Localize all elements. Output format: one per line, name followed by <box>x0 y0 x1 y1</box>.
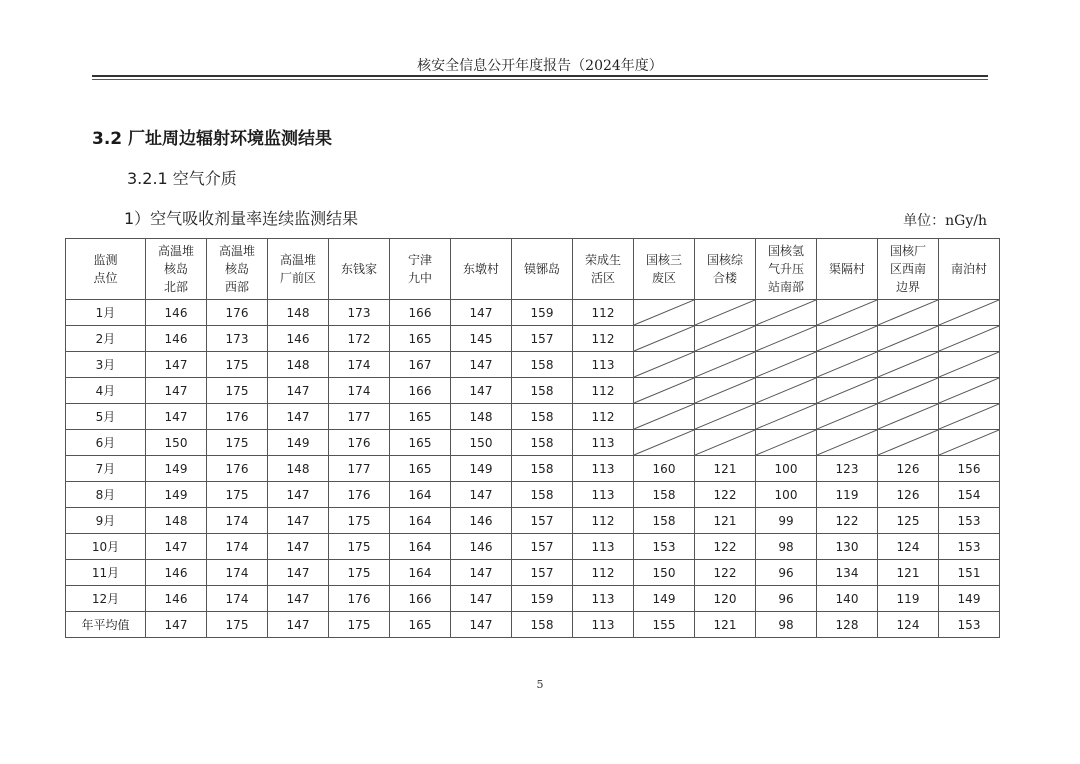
value-cell: 156 <box>939 456 1000 482</box>
slash-mark <box>695 300 755 325</box>
empty-slash-cell <box>817 404 878 430</box>
column-header: 高温堆 核岛 西部 <box>207 239 268 300</box>
value-cell: 149 <box>451 456 512 482</box>
empty-slash-cell <box>939 300 1000 326</box>
empty-slash-cell <box>878 404 939 430</box>
value-cell: 122 <box>695 534 756 560</box>
empty-slash-cell <box>756 352 817 378</box>
value-cell: 147 <box>268 508 329 534</box>
table-row <box>66 482 1000 508</box>
empty-slash-cell <box>817 352 878 378</box>
value-cell: 146 <box>146 300 207 326</box>
row-label-cell: 12月 <box>66 586 146 612</box>
table-row <box>66 404 1000 430</box>
value-cell: 165 <box>390 612 451 638</box>
slash-mark <box>756 352 816 377</box>
value-cell: 157 <box>512 326 573 352</box>
value-cell: 175 <box>329 612 390 638</box>
slash-mark <box>695 430 755 455</box>
value-cell: 122 <box>695 560 756 586</box>
column-header: 国核氢 气升压 站南部 <box>756 239 817 300</box>
slash-mark <box>878 326 938 351</box>
column-header: 东钱家 <box>329 239 390 300</box>
column-header: 镆铘岛 <box>512 239 573 300</box>
slash-mark <box>878 352 938 377</box>
slash-mark <box>695 404 755 429</box>
subsection-heading: 3.2.1 空气介质 <box>127 169 237 188</box>
value-cell: 147 <box>146 352 207 378</box>
value-cell: 147 <box>451 560 512 586</box>
column-header: 渠隔村 <box>817 239 878 300</box>
value-cell: 158 <box>512 430 573 456</box>
value-cell: 113 <box>573 586 634 612</box>
table-row <box>66 352 1000 378</box>
empty-slash-cell <box>634 378 695 404</box>
value-cell: 146 <box>451 508 512 534</box>
empty-slash-cell <box>695 326 756 352</box>
value-cell: 121 <box>695 456 756 482</box>
row-label-cell: 年平均值 <box>66 612 146 638</box>
value-cell: 146 <box>146 560 207 586</box>
value-cell: 157 <box>512 560 573 586</box>
page-header-title: 核安全信息公开年度报告（2024年度） <box>417 58 663 74</box>
empty-slash-cell <box>939 430 1000 456</box>
slash-mark <box>939 430 999 455</box>
row-label-cell: 11月 <box>66 560 146 586</box>
value-cell: 157 <box>512 508 573 534</box>
value-cell: 153 <box>939 508 1000 534</box>
value-cell: 99 <box>756 508 817 534</box>
value-cell: 174 <box>207 534 268 560</box>
value-cell: 164 <box>390 482 451 508</box>
value-cell: 113 <box>573 534 634 560</box>
column-header: 监测 点位 <box>66 239 146 300</box>
value-cell: 125 <box>878 508 939 534</box>
value-cell: 149 <box>634 586 695 612</box>
empty-slash-cell <box>695 404 756 430</box>
table-caption: 1）空气吸收剂量率连续监测结果 <box>124 209 359 228</box>
row-label-cell: 7月 <box>66 456 146 482</box>
slash-mark <box>817 326 877 351</box>
value-cell: 119 <box>878 586 939 612</box>
value-cell: 175 <box>329 560 390 586</box>
slash-mark <box>939 326 999 351</box>
table-row <box>66 456 1000 482</box>
page-number: 5 <box>536 678 544 691</box>
table-header <box>66 239 1000 300</box>
value-cell: 175 <box>329 508 390 534</box>
empty-slash-cell <box>878 326 939 352</box>
value-cell: 165 <box>390 404 451 430</box>
value-cell: 150 <box>634 560 695 586</box>
slash-mark <box>695 378 755 403</box>
value-cell: 175 <box>207 352 268 378</box>
slash-mark <box>756 430 816 455</box>
table-row <box>66 326 1000 352</box>
value-cell: 112 <box>573 326 634 352</box>
slash-mark <box>695 326 755 351</box>
empty-slash-cell <box>695 300 756 326</box>
unit-label: 单位：nGy/h <box>903 213 987 229</box>
value-cell: 174 <box>329 378 390 404</box>
value-cell: 112 <box>573 300 634 326</box>
empty-slash-cell <box>939 378 1000 404</box>
slash-mark <box>756 300 816 325</box>
value-cell: 148 <box>268 456 329 482</box>
value-cell: 172 <box>329 326 390 352</box>
empty-slash-cell <box>634 300 695 326</box>
value-cell: 113 <box>573 352 634 378</box>
value-cell: 153 <box>634 534 695 560</box>
value-cell: 147 <box>268 612 329 638</box>
value-cell: 147 <box>268 482 329 508</box>
value-cell: 146 <box>146 326 207 352</box>
value-cell: 174 <box>329 352 390 378</box>
value-cell: 174 <box>207 508 268 534</box>
value-cell: 134 <box>817 560 878 586</box>
column-header: 南泊村 <box>939 239 1000 300</box>
value-cell: 121 <box>878 560 939 586</box>
column-header: 国核厂 区西南 边界 <box>878 239 939 300</box>
value-cell: 166 <box>390 300 451 326</box>
value-cell: 148 <box>451 404 512 430</box>
empty-slash-cell <box>756 404 817 430</box>
empty-slash-cell <box>695 378 756 404</box>
row-label-cell: 3月 <box>66 352 146 378</box>
value-cell: 175 <box>207 378 268 404</box>
section-heading: 3.2 厂址周边辐射环境监测结果 <box>92 129 333 149</box>
value-cell: 176 <box>329 430 390 456</box>
slash-mark <box>878 404 938 429</box>
value-cell: 146 <box>451 534 512 560</box>
value-cell: 123 <box>817 456 878 482</box>
empty-slash-cell <box>756 378 817 404</box>
value-cell: 147 <box>146 612 207 638</box>
value-cell: 155 <box>634 612 695 638</box>
slash-mark <box>817 378 877 403</box>
slash-mark <box>939 404 999 429</box>
value-cell: 158 <box>512 378 573 404</box>
slash-mark <box>634 404 694 429</box>
empty-slash-cell <box>817 378 878 404</box>
value-cell: 147 <box>268 378 329 404</box>
slash-mark <box>878 300 938 325</box>
empty-slash-cell <box>939 352 1000 378</box>
slash-mark <box>634 300 694 325</box>
value-cell: 173 <box>329 300 390 326</box>
value-cell: 159 <box>512 300 573 326</box>
value-cell: 112 <box>573 404 634 430</box>
value-cell: 124 <box>878 534 939 560</box>
value-cell: 126 <box>878 456 939 482</box>
value-cell: 176 <box>207 300 268 326</box>
value-cell: 150 <box>146 430 207 456</box>
value-cell: 149 <box>939 586 1000 612</box>
table-row <box>66 430 1000 456</box>
column-header: 东墩村 <box>451 239 512 300</box>
value-cell: 121 <box>695 612 756 638</box>
value-cell: 176 <box>329 586 390 612</box>
value-cell: 153 <box>939 612 1000 638</box>
value-cell: 175 <box>207 430 268 456</box>
empty-slash-cell <box>634 430 695 456</box>
column-header: 国核三 废区 <box>634 239 695 300</box>
row-label-cell: 6月 <box>66 430 146 456</box>
value-cell: 113 <box>573 482 634 508</box>
value-cell: 147 <box>451 586 512 612</box>
value-cell: 158 <box>512 352 573 378</box>
value-cell: 166 <box>390 586 451 612</box>
value-cell: 150 <box>451 430 512 456</box>
empty-slash-cell <box>756 300 817 326</box>
value-cell: 160 <box>634 456 695 482</box>
row-label-cell: 4月 <box>66 378 146 404</box>
empty-slash-cell <box>878 430 939 456</box>
empty-slash-cell <box>817 300 878 326</box>
value-cell: 146 <box>268 326 329 352</box>
value-cell: 167 <box>390 352 451 378</box>
value-cell: 177 <box>329 456 390 482</box>
column-header: 高温堆 核岛 北部 <box>146 239 207 300</box>
value-cell: 147 <box>451 300 512 326</box>
slash-mark <box>756 404 816 429</box>
value-cell: 177 <box>329 404 390 430</box>
empty-slash-cell <box>817 430 878 456</box>
table-row <box>66 378 1000 404</box>
empty-slash-cell <box>634 352 695 378</box>
column-header: 国核综 合楼 <box>695 239 756 300</box>
value-cell: 175 <box>207 612 268 638</box>
value-cell: 147 <box>146 378 207 404</box>
value-cell: 147 <box>451 482 512 508</box>
header-rule-thin <box>92 79 988 80</box>
value-cell: 176 <box>207 456 268 482</box>
value-cell: 120 <box>695 586 756 612</box>
slash-mark <box>817 404 877 429</box>
column-header: 高温堆 厂前区 <box>268 239 329 300</box>
slash-mark <box>695 352 755 377</box>
value-cell: 151 <box>939 560 1000 586</box>
value-cell: 164 <box>390 560 451 586</box>
value-cell: 149 <box>268 430 329 456</box>
column-header: 荣成生 活区 <box>573 239 634 300</box>
slash-mark <box>756 378 816 403</box>
value-cell: 165 <box>390 456 451 482</box>
value-cell: 158 <box>634 508 695 534</box>
empty-slash-cell <box>634 326 695 352</box>
value-cell: 148 <box>268 352 329 378</box>
row-label-cell: 8月 <box>66 482 146 508</box>
slash-mark <box>939 352 999 377</box>
value-cell: 158 <box>512 482 573 508</box>
empty-slash-cell <box>878 300 939 326</box>
slash-mark <box>634 326 694 351</box>
value-cell: 158 <box>512 612 573 638</box>
value-cell: 174 <box>207 560 268 586</box>
value-cell: 113 <box>573 430 634 456</box>
slash-mark <box>817 300 877 325</box>
value-cell: 149 <box>146 482 207 508</box>
value-cell: 158 <box>634 482 695 508</box>
value-cell: 113 <box>573 456 634 482</box>
column-header: 宁津 九中 <box>390 239 451 300</box>
value-cell: 126 <box>878 482 939 508</box>
value-cell: 173 <box>207 326 268 352</box>
empty-slash-cell <box>878 378 939 404</box>
empty-slash-cell <box>695 430 756 456</box>
value-cell: 148 <box>146 508 207 534</box>
row-label-cell: 5月 <box>66 404 146 430</box>
value-cell: 166 <box>390 378 451 404</box>
value-cell: 96 <box>756 586 817 612</box>
slash-mark <box>878 430 938 455</box>
table-row <box>66 508 1000 534</box>
slash-mark <box>939 378 999 403</box>
value-cell: 164 <box>390 534 451 560</box>
value-cell: 157 <box>512 534 573 560</box>
table-row <box>66 300 1000 326</box>
value-cell: 145 <box>451 326 512 352</box>
value-cell: 147 <box>451 378 512 404</box>
empty-slash-cell <box>939 326 1000 352</box>
value-cell: 112 <box>573 560 634 586</box>
value-cell: 165 <box>390 430 451 456</box>
table-row <box>66 586 1000 612</box>
slash-mark <box>634 352 694 377</box>
empty-slash-cell <box>756 430 817 456</box>
table-row <box>66 560 1000 586</box>
value-cell: 96 <box>756 560 817 586</box>
value-cell: 174 <box>207 586 268 612</box>
value-cell: 122 <box>817 508 878 534</box>
value-cell: 112 <box>573 508 634 534</box>
value-cell: 148 <box>268 300 329 326</box>
value-cell: 175 <box>207 482 268 508</box>
value-cell: 147 <box>146 534 207 560</box>
slash-mark <box>817 430 877 455</box>
value-cell: 130 <box>817 534 878 560</box>
value-cell: 124 <box>878 612 939 638</box>
value-cell: 175 <box>329 534 390 560</box>
value-cell: 128 <box>817 612 878 638</box>
value-cell: 149 <box>146 456 207 482</box>
header-row <box>66 239 1000 300</box>
value-cell: 98 <box>756 534 817 560</box>
value-cell: 100 <box>756 482 817 508</box>
value-cell: 147 <box>268 586 329 612</box>
value-cell: 159 <box>512 586 573 612</box>
slash-mark <box>634 378 694 403</box>
value-cell: 154 <box>939 482 1000 508</box>
table-body <box>66 300 1000 638</box>
value-cell: 147 <box>268 534 329 560</box>
slash-mark <box>817 352 877 377</box>
row-label-cell: 2月 <box>66 326 146 352</box>
value-cell: 147 <box>268 404 329 430</box>
empty-slash-cell <box>939 404 1000 430</box>
value-cell: 119 <box>817 482 878 508</box>
value-cell: 146 <box>146 586 207 612</box>
value-cell: 98 <box>756 612 817 638</box>
value-cell: 158 <box>512 404 573 430</box>
slash-mark <box>756 326 816 351</box>
value-cell: 158 <box>512 456 573 482</box>
empty-slash-cell <box>878 352 939 378</box>
value-cell: 121 <box>695 508 756 534</box>
value-cell: 100 <box>756 456 817 482</box>
air-dose-rate-table <box>65 238 1000 638</box>
empty-slash-cell <box>634 404 695 430</box>
value-cell: 147 <box>146 404 207 430</box>
value-cell: 164 <box>390 508 451 534</box>
table-row <box>66 612 1000 638</box>
slash-mark <box>634 430 694 455</box>
value-cell: 112 <box>573 378 634 404</box>
slash-mark <box>939 300 999 325</box>
row-label-cell: 10月 <box>66 534 146 560</box>
header-rule-thick <box>92 75 988 77</box>
row-label-cell: 9月 <box>66 508 146 534</box>
value-cell: 147 <box>451 612 512 638</box>
table-row <box>66 534 1000 560</box>
value-cell: 147 <box>268 560 329 586</box>
empty-slash-cell <box>695 352 756 378</box>
value-cell: 165 <box>390 326 451 352</box>
slash-mark <box>878 378 938 403</box>
empty-slash-cell <box>817 326 878 352</box>
empty-slash-cell <box>756 326 817 352</box>
value-cell: 140 <box>817 586 878 612</box>
row-label-cell: 1月 <box>66 300 146 326</box>
value-cell: 113 <box>573 612 634 638</box>
value-cell: 153 <box>939 534 1000 560</box>
value-cell: 147 <box>451 352 512 378</box>
value-cell: 176 <box>207 404 268 430</box>
value-cell: 176 <box>329 482 390 508</box>
value-cell: 122 <box>695 482 756 508</box>
